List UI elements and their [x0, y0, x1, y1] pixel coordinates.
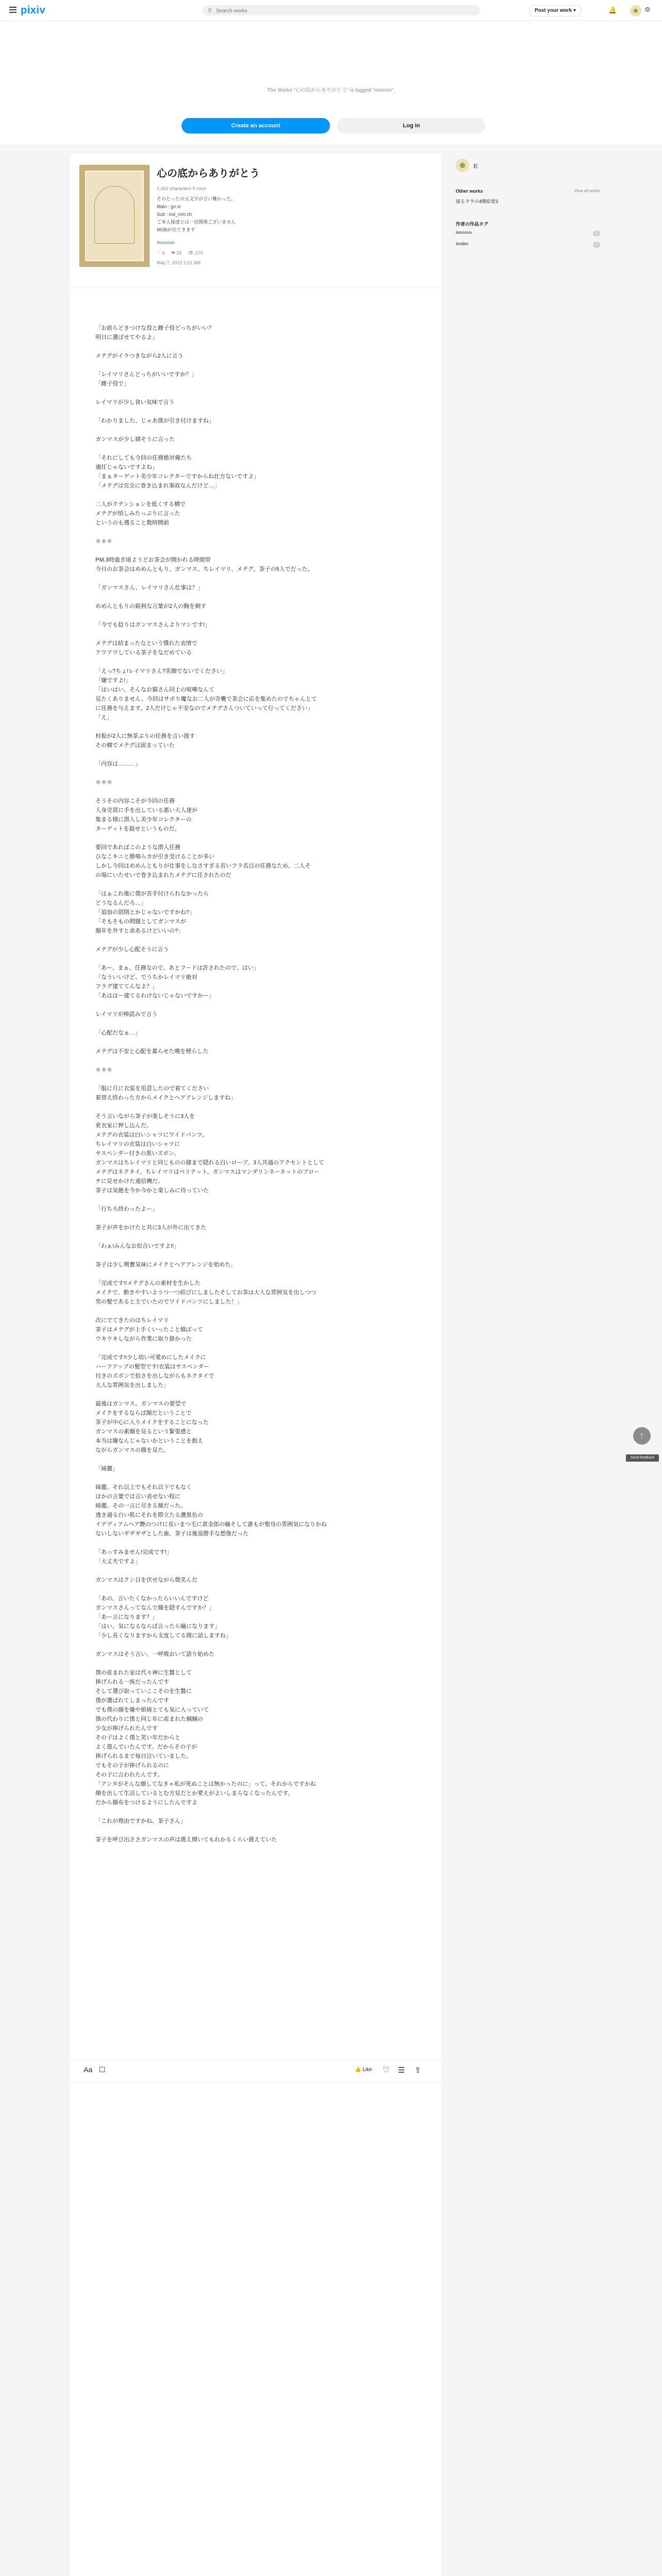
novel-line: [95, 1538, 416, 1548]
share-icon[interactable]: ⇪: [415, 2066, 421, 2075]
novel-line: [95, 1195, 416, 1205]
novel-line: レイマリが棒読みで言う: [95, 1011, 158, 1018]
novel-line: 「あー言になります？」: [95, 1614, 158, 1620]
novel-description: [157, 195, 425, 234]
like-count: ♡ 6: [157, 250, 165, 256]
novel-line: [95, 1307, 416, 1316]
divider: [70, 287, 441, 288]
novel-line: の場にいたせいで巻き込まれたメテグに任されたのだ: [95, 872, 231, 878]
novel-line: アワアワしている茶子をなだめている: [95, 650, 192, 656]
novel-line: 付きのズボンで拾さを出しながらもネクタイで: [95, 1373, 214, 1379]
novel-line: 「はぁこれ後に僕が苦手付けられなかったら: [95, 891, 209, 897]
novel-line: 人身売買に手を出している悪い大人達が: [95, 807, 197, 814]
description-line: ご本人様達とは一切関係ございません: [157, 219, 236, 225]
post-your-work-button[interactable]: Post your work ▾: [529, 5, 582, 16]
novel-line: 二人がクテンションを低くする横で: [95, 501, 186, 507]
novel-line: [95, 657, 416, 667]
novel-line: 捧げられる一族だったんです: [95, 1679, 169, 1685]
novel-line: メイクをするならば顔だということで: [95, 1410, 192, 1416]
novel-line: メテグは不安と心配を募らせた嘆を煙らした: [95, 1048, 209, 1055]
novel-line: そして選び取っていここそのを生贄に: [95, 1688, 192, 1694]
reader-toolbar: [70, 2060, 441, 2082]
novel-cover-image[interactable]: [79, 165, 150, 267]
novel-line: レイマリが少し食い気味で言う: [95, 399, 175, 405]
font-settings-button[interactable]: Aa: [84, 2065, 93, 2074]
description-line: そのたったの五文字が言い難かった。: [157, 196, 236, 201]
novel-line: チに見せかけた通信機だ。: [95, 1178, 163, 1184]
novel-line: 適任じゃないですよね」: [95, 464, 158, 470]
novel-meta: 2,462 characters 5 mins: [157, 186, 207, 191]
novel-line: [95, 1001, 416, 1010]
hamburger-menu-icon[interactable]: [9, 7, 16, 13]
novel-line: 見たくありません。今回はサボり魔なお二人が奇襲で茶会に応を集めたのでちゃんとて: [95, 696, 317, 702]
author-avatar[interactable]: [456, 159, 469, 172]
novel-line: でもその子が捧げられるのに: [95, 1762, 169, 1769]
novel-line: 綺麗。それ以上でもそれ以下でもなく: [95, 1484, 192, 1490]
novel-line: [95, 936, 416, 945]
novel-line: [95, 722, 416, 732]
novel-line: ＊＊＊: [95, 538, 112, 545]
novel-line: 次にでてきたのはちレイマリ: [95, 1317, 169, 1324]
novel-line: 「嫌ですよ!」: [95, 677, 131, 684]
novel-line: ガンマスさんってなんで顔を隠すんですか？」: [95, 1605, 214, 1611]
novel-line: [95, 630, 416, 639]
novel-line: ＊＊＊: [95, 779, 112, 786]
novel-line: 「え」: [95, 715, 112, 721]
view-all-works-link[interactable]: View all works: [574, 189, 600, 193]
novel-line: ガンマスはクシ目を伏せながら微笑んだ: [95, 1577, 197, 1583]
novel-line: 「ガンマスさん、レイマリさん仕事は？」: [95, 585, 204, 591]
novel-line: 茶子が中心に入りメイクをすることになった: [95, 1419, 209, 1426]
novel-line: 綺麗。その一言に尽きる顔だった。: [95, 1503, 186, 1509]
novel-line: ウキウキしながら作業に取り掛かった: [95, 1336, 192, 1342]
publish-date: May 7, 2023 2:01 AM: [157, 260, 201, 265]
novel-line: [95, 880, 416, 889]
novel-line: [95, 1826, 416, 1835]
novel-line: 「それにしても今回の任務絶対俺たち: [95, 455, 192, 461]
novel-line: ガンマスが少し嬉そうに言った: [95, 436, 175, 443]
novel-line: 更衣室に押し込んだ。: [95, 1123, 152, 1129]
novel-line: 「なういいけど、でうちかレイマリ絶対: [95, 974, 197, 980]
tag-name: #mmmm: [456, 230, 472, 235]
novel-line: に任務を与えます。2人だけじゃ不安なのでメテグさんついていって行ってください」: [95, 705, 313, 711]
novel-line: [95, 1103, 416, 1112]
novel-line: 「あの、言いたくなかったらいいんですけど: [95, 1596, 209, 1602]
novel-line: [95, 1038, 416, 1047]
novel-line: 顔年を外すと命あるけどいいの?」: [95, 928, 184, 934]
novel-line: [95, 750, 416, 759]
novel-line: ターゲットを殺せというものだ。: [95, 826, 180, 832]
novel-line: 透き通る白い肌にそれを際立たる濃黒色の: [95, 1512, 203, 1518]
novel-line: メテグが悄しみたっぷりに言った: [95, 511, 180, 517]
signup-banner: [0, 21, 662, 145]
novel-line: [95, 954, 416, 963]
novel-line: [95, 1473, 416, 1483]
search-bar[interactable]: [203, 5, 480, 15]
novel-line: 要回であればこのような潜入任務: [95, 844, 180, 851]
novel-line: 今日のお茶会はめめんともり、ガンマス、ちレイマリ、メテグ、茶子の5人でだった。: [95, 566, 313, 572]
novel-line: 僕の産まれた家は代々神に生贄として: [95, 1670, 192, 1676]
author-tag-item[interactable]: [456, 230, 600, 239]
bookmark-icon[interactable]: ☐: [99, 2065, 106, 2074]
novel-line: 茶子は少し興奮気味にメイクとヘアアレンジを始めた。: [95, 1262, 237, 1268]
novel-line: 「わぁ!みんなお似合いですよ!!」: [95, 1243, 180, 1249]
novel-line: [95, 528, 416, 537]
novel-line: メテグが少し心配そうに言う: [95, 946, 169, 953]
description-line: Sub : md_mm.ch: [157, 212, 192, 217]
novel-line: 「メテグは完全に巻き込まれ事故なんだけど…」: [95, 483, 220, 489]
novel-line: どうなるんだろ…」: [95, 900, 146, 906]
novel-line: 「完成です!!メテグさんの素材を生かした: [95, 1280, 201, 1286]
user-avatar[interactable]: [630, 5, 641, 16]
novel-line: だから顔布をつけるようにしたんですよ: [95, 1800, 197, 1806]
novel-line: 僕が選ばれてしまったんです: [95, 1698, 169, 1704]
novel-line: 少女が捧げられたんです: [95, 1725, 158, 1732]
novel-line: ガンマスはそう言い、一呼吸おいて語り始めた: [95, 1651, 214, 1657]
novel-line: [95, 1019, 416, 1028]
novel-line: [95, 388, 416, 398]
novel-line: メイクで、動きやすいようつ一つ結びにしましたそしてお茶は大人な雰囲気を出しつつ: [95, 1290, 317, 1296]
novel-line: 茶子はメテグが上手くいったこと嬉ぼって: [95, 1327, 203, 1333]
novel-line: ＊＊＊: [95, 1067, 112, 1073]
novel-line: しかし今回はめめんともりが仕事をしなさすぎる若いフラ名目の任務なため、二人そ: [95, 863, 311, 869]
novel-line: 「綺麗」: [95, 1466, 118, 1472]
novel-line: 茶子を呼び出ささガンマスの声は震え開いてもれかるくらい震えていた: [95, 1837, 277, 1843]
novel-line: 村振が2人に無茶ぶりの任務を言い渡す: [95, 733, 195, 739]
novel-line: その子はよく僕と笑い年だからと: [95, 1735, 180, 1741]
novel-line: 茶子が声をかけたと共に3人が外に出てきた: [95, 1225, 207, 1231]
novel-line: [95, 342, 416, 351]
create-account-button[interactable]: Create an account: [181, 118, 330, 133]
novel-line: ガンマスはちレイマリと同じものの膝まで隠れる白いローブ。3人共通のアクセントとして: [95, 1160, 324, 1166]
novel-line: 「今でも捻りはガンマスさんよりマシです!」: [95, 622, 211, 628]
novel-line: PM.3時過ぎ頃ようどお茶会が開かれる時間帯: [95, 557, 211, 563]
novel-line: [95, 592, 416, 602]
novel-line: 「心配だなぁ…」: [95, 1030, 141, 1036]
novel-line: [95, 1566, 416, 1575]
other-works-section: [456, 189, 600, 205]
novel-line: 「あっすみません!完成です!」: [95, 1549, 173, 1555]
novel-card: [70, 154, 441, 2576]
novel-line: ひなこキニと勝鳴らカが引き受けることが多い: [95, 854, 214, 860]
novel-line: ガンマスの素顔を見るという緊張感と: [95, 1429, 192, 1435]
novel-line: ながらガンマスの顔を見た。: [95, 1447, 169, 1453]
novel-line: ちレイマリの衣装は白いシャツに: [95, 1141, 180, 1147]
novel-line: めめんともりの鋭利な言葉が2人の胸を刺す: [95, 603, 207, 609]
novel-line: [95, 574, 416, 583]
novel-line: 明日に選ばせてやるよ」: [95, 334, 158, 341]
pixiv-logo[interactable]: pixiv: [21, 5, 46, 16]
novel-line: 大人な雰囲気を出しました」: [95, 1382, 169, 1388]
novel-line: 「雌子役で」: [95, 381, 129, 387]
novel-line: 捧げられるまで毎日泣いていました。: [95, 1753, 192, 1759]
novel-line: 「わかりました、じゃあ僕が引き付けますね」: [95, 418, 214, 424]
novel-line: 僕の代わりに僕と同じ年に産まれた綱綱の: [95, 1716, 203, 1722]
novel-line: メテグがイラつきながら2人に言う: [95, 353, 184, 359]
novel-line: そう言いながら茶子が楽しそうに3人を: [95, 1113, 195, 1120]
scroll-to-top-button[interactable]: ↑: [633, 1427, 651, 1445]
tag-name: #mdtm: [456, 242, 469, 246]
novel-line: [95, 1455, 416, 1464]
novel-line: サスペンダー付きの黒いズボン。: [95, 1150, 180, 1157]
tag-count-badge: 2: [593, 230, 600, 236]
novel-line: [95, 1232, 416, 1242]
heart-icon[interactable]: ♡: [383, 2066, 390, 2075]
author-tag-item[interactable]: [456, 242, 600, 250]
novel-stats: [157, 250, 425, 256]
novel-line: 「これが理由ですかね、茶子さん」: [95, 1818, 186, 1824]
novel-line: 「完成です!!少し幼い可愛めにしたメイクに: [95, 1354, 206, 1361]
novel-line: 「はい。気になるならば言ったら瞳になります」: [95, 1623, 220, 1630]
other-work-item[interactable]: 寝るララの4嗜結要3: [456, 199, 499, 204]
novel-line: よく遊んでいたんです。だからその子が: [95, 1744, 197, 1750]
novel-line: 「アンタがそんな顔してなきゃ私が死ぬことは無かったのに」って。それからですかね: [95, 1781, 316, 1787]
novel-line: [95, 1659, 416, 1668]
novel-line: メテグはネクタイ、ちレイマリはベリテット、ガンマスはマンダリンネーネットのブロー: [95, 1169, 320, 1175]
novel-line: [95, 834, 416, 843]
novel-line: ないしないギザギザとした歯。茶子は後退勝手な想像だった: [95, 1531, 249, 1537]
novel-line: 「あははー建てるわけないじゃないですかー」: [95, 993, 214, 999]
novel-line: 「服に月に衣装を用意したので着てください: [95, 1086, 209, 1092]
novel-line: 「内容は………」: [95, 761, 141, 767]
novel-line: 「そもそもの問題としてガンマスが: [95, 919, 186, 925]
novel-line: [95, 490, 416, 500]
novel-line: [95, 1585, 416, 1594]
novel-line: メテグは結まったなという慣れた表情で: [95, 640, 197, 647]
novel-line: 「まぁターゲット美少年コレクターですからね仕方ないですよ」: [95, 473, 260, 480]
novel-line: その子に言われたんです。: [95, 1772, 163, 1778]
settings-icon[interactable]: ⚙: [644, 6, 651, 13]
novel-info: [157, 165, 425, 265]
banner-message: The Works "心の底からありがとう" is tagged "mmmm".: [267, 88, 395, 93]
novel-line: でも僕の顔を嫌や組綺とても気に入っていて: [95, 1707, 209, 1713]
novel-tag-link[interactable]: #mmmm: [157, 240, 175, 245]
novel-line: 「お前らどきつけな役と雌子役どっちがいい？: [95, 325, 214, 331]
novel-line: メテグの衣装は白いシャツにワイドパンツ。: [95, 1132, 208, 1138]
novel-line: その横でメテグは固まっていた: [95, 742, 175, 749]
list-icon[interactable]: ☰: [398, 2066, 405, 2075]
description-line: Main : gn.sr: [157, 204, 181, 209]
novel-line: 「追加の罰則とかじゃないですかね?」: [95, 909, 195, 916]
novel-line: ハーフアップの髪型です!衣装はサスペンダー: [95, 1364, 209, 1370]
novel-line: 最後はガンマス。ガンマスの要望で: [95, 1401, 187, 1407]
view-count: 👁 279: [188, 250, 203, 256]
novel-line: 茶子は気絶を今か今かと楽しみに待っていた: [95, 1188, 209, 1194]
novel-line: 「行ちろ終わったよー」: [95, 1206, 158, 1212]
send-feedback-button[interactable]: Send feedback: [626, 1454, 659, 1462]
novel-body: [95, 324, 416, 1844]
novel-line: [95, 1344, 416, 1353]
login-button[interactable]: Log in: [337, 118, 486, 133]
novel-line: 「少し長くなりますから支度してる間に話しますね」: [95, 1633, 231, 1639]
novel-line: 男の髪であると主でいたのでワイドパンツにしました！」: [95, 1299, 243, 1305]
novel-line: そうその内容こそが今回の任務: [95, 798, 175, 804]
novel-line: 「レイマリさんどっちがいいですか？」: [95, 371, 197, 378]
novel-line: [95, 611, 416, 620]
novel-line: [95, 407, 416, 416]
novel-line: 「えっ?ちょ!レイマリさん?笑顔でないでください」: [95, 668, 228, 674]
novel-line: [95, 769, 416, 778]
bookmark-count: ❤ 25: [171, 250, 182, 256]
notification-bell-icon[interactable]: 🔔: [608, 6, 617, 14]
author-name[interactable]: 虹: [473, 164, 478, 170]
novel-line: [95, 1269, 416, 1279]
novel-line: [95, 787, 416, 796]
novel-line: [95, 444, 416, 453]
novel-line: [95, 361, 416, 370]
search-icon: ⚲: [208, 8, 212, 14]
novel-line: [95, 1251, 416, 1260]
novel-line: [95, 546, 416, 555]
novel-line: [95, 1640, 416, 1650]
novel-line: イデディアムヘア艶のつけに長いまつ毛に黄金郎の瞳そして誰もが聖母の雰囲気になりかね: [95, 1521, 327, 1528]
top-navigation-bar: [0, 0, 662, 21]
other-works-heading: Other works: [456, 189, 483, 194]
novel-line: 「あー、まぁ、任務なので、あとフードは許されたので、はい」: [95, 965, 259, 971]
novel-line: [95, 1214, 416, 1223]
novel-line: [95, 1056, 416, 1065]
novel-line: [95, 1807, 416, 1817]
novel-line: 「はいはい、そんなお猫さん同士の喧嘩なんて: [95, 687, 214, 693]
novel-line: フラグ建ててんなよ？」: [95, 984, 158, 990]
like-button[interactable]: 👍 Like: [355, 2067, 372, 2073]
novel-line: [95, 1075, 416, 1084]
tag-count-badge: 1: [593, 242, 600, 248]
novel-line: [95, 426, 416, 435]
novel-title: 心の底からありがとう: [157, 168, 260, 179]
novel-line: 「大丈夫ですよ」: [95, 1558, 141, 1565]
description-line: MOBが出てきます: [157, 227, 195, 232]
novel-line: 本当は嫌なんじゃないかということを抱え: [95, 1438, 203, 1444]
author-tags-heading: 作者の作品タグ: [456, 222, 489, 227]
novel-line: [95, 1390, 416, 1399]
novel-line: というのも遡ること数時間前: [95, 520, 169, 526]
novel-line: ほかの言葉では言い表せない程に: [95, 1494, 180, 1500]
author-tags-section: [456, 221, 600, 250]
novel-line: 顔を出して生活しているとむ方見だとか愛えがよいしまらなくなったんです。: [95, 1790, 294, 1797]
novel-line: 着替え終わった方からメイクとヘアアレンジしますね」: [95, 1095, 237, 1101]
search-input[interactable]: [215, 6, 475, 15]
novel-line: 集まる様に潜入し美少年コレクターの: [95, 817, 192, 823]
